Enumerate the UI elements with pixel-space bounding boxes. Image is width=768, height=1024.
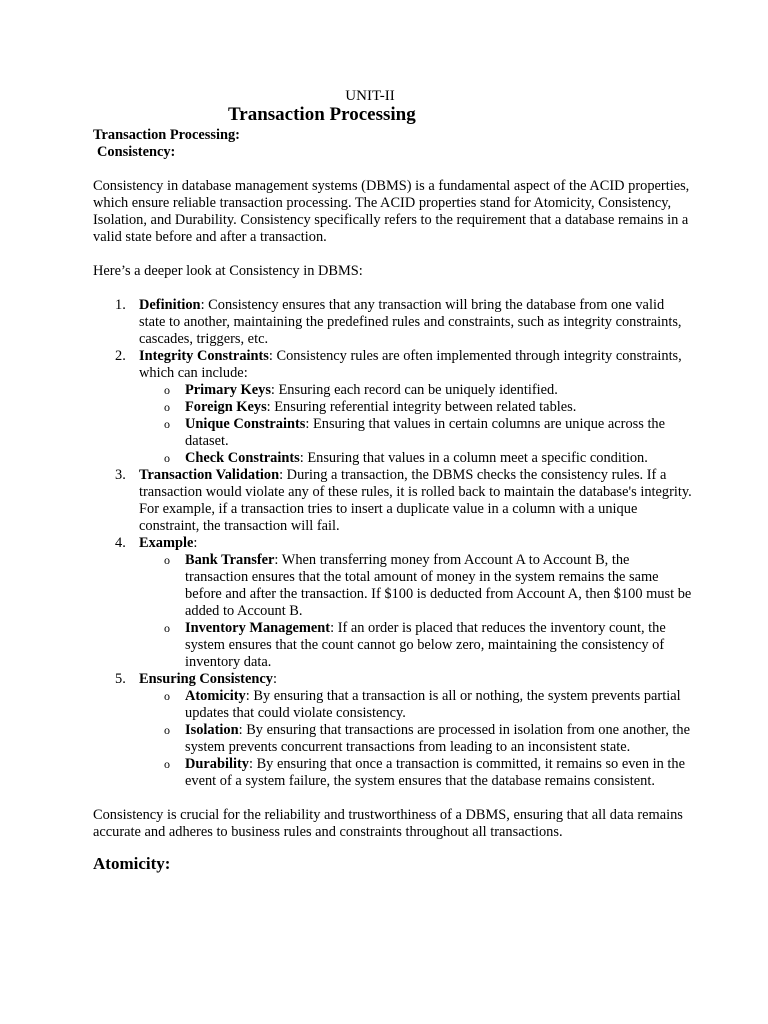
closing-paragraph: Consistency is crucial for the reliability and trustworthiness of a DBMS, ensuring that all data remains accurate and adheres to business rules and constraints throughout all transactions.	[93, 807, 683, 840]
bullet-icon: o	[164, 757, 170, 771]
sub-item-text: : By ensuring that transactions are processed in isolation from one another, the system prevents concurrent transactions from leading to an inconsistent state.	[185, 722, 691, 755]
list-item-transaction-validation	[93, 467, 693, 535]
list-item-text: :	[193, 535, 198, 551]
sub-item-text: : Ensuring that values in certain columns are unique across the dataset.	[185, 416, 666, 449]
sub-item-term: Durability	[185, 756, 249, 772]
sub-item-term: Check Constraints	[185, 450, 300, 466]
sub-list	[139, 552, 693, 671]
sub-item-inventory-management	[139, 620, 693, 671]
sub-item-primary-keys	[139, 382, 693, 399]
list-item-term: Definition	[139, 297, 201, 313]
sub-item-foreign-keys	[139, 399, 693, 416]
sub-item-text: : By ensuring that a transaction is all or nothing, the system prevents partial updates that could violate consistency.	[185, 688, 681, 721]
sub-item-check-constraints	[139, 450, 693, 467]
lead-in-paragraph: Here’s a deeper look at Consistency in DBMS:	[93, 263, 363, 279]
section-heading: Transaction Processing:	[93, 127, 240, 143]
bullet-icon: o	[164, 383, 170, 397]
sub-item-unique-constraints	[139, 416, 693, 450]
list-item-text: : Consistency rules are often implemented through integrity constraints, which can include:	[139, 348, 682, 381]
sub-item-term: Inventory Management	[185, 620, 331, 636]
list-item-text: : Consistency ensures that any transaction will bring the database from one valid state to another, maintaining the predefined rules and constraints, such as integrity constraints, cascades, triggers, etc.	[139, 297, 682, 347]
document-title: Transaction Processing	[228, 104, 416, 125]
list-item-text: :	[272, 671, 277, 687]
list-item-definition	[93, 297, 693, 348]
list-item-term: Transaction Validation	[139, 467, 280, 483]
sub-item-atomicity	[139, 688, 693, 722]
sub-item-text: : By ensuring that once a transaction is committed, it remains so even in the event of a system failure, the system ensures that the database remains consistent.	[185, 756, 685, 789]
sub-item-term: Primary Keys	[185, 382, 271, 398]
sub-item-term: Unique Constraints	[185, 416, 306, 432]
subsection-heading: Consistency:	[97, 144, 176, 160]
list-item-example	[93, 535, 693, 671]
bullet-icon: o	[164, 621, 170, 635]
list-number: 3.	[115, 467, 126, 483]
sub-item-text: : Ensuring that values in a column meet a specific condition.	[299, 450, 648, 466]
list-item-text: : During a transaction, the DBMS checks the consistency rules. If a transaction would violate any of these rules, it is rolled back to maintain the database's integrity. For example, if a transaction tries to insert a duplicate value in a column with a unique constraint, the transaction will fail.	[139, 467, 692, 534]
sub-item-text: : Ensuring referential integrity between related tables.	[266, 399, 577, 415]
bullet-icon: o	[164, 553, 170, 567]
bullet-icon: o	[164, 417, 170, 431]
list-number: 5.	[115, 671, 126, 687]
sub-item-term: Bank Transfer	[185, 552, 275, 568]
list-item-ensuring-consistency	[93, 671, 693, 790]
sub-item-text: : If an order is placed that reduces the inventory count, the system ensures that the count cannot go below zero, maintaining the consistency of inventory data.	[185, 620, 666, 670]
sub-item-isolation	[139, 722, 693, 756]
consistency-list	[93, 297, 693, 790]
sub-item-text: : When transferring money from Account A to Account B, the transaction ensures that the total amount of money in the system remains the same before and after the transaction. If $100 is deducted from Account A, then $100 must be added to Account B.	[185, 552, 692, 619]
list-number: 4.	[115, 535, 126, 551]
next-section-heading: Atomicity:	[93, 854, 171, 873]
sub-list	[139, 688, 693, 790]
sub-item-durability	[139, 756, 693, 790]
list-item-term: Ensuring Consistency	[139, 671, 273, 687]
bullet-icon: o	[164, 723, 170, 737]
sub-item-term: Atomicity	[185, 688, 246, 704]
bullet-icon: o	[164, 451, 170, 465]
sub-item-text: : Ensuring each record can be uniquely identified.	[270, 382, 558, 398]
list-item-term: Integrity Constraints	[139, 348, 269, 364]
sub-item-term: Foreign Keys	[185, 399, 267, 415]
unit-label: UNIT-II	[345, 88, 395, 104]
sub-item-bank-transfer	[139, 552, 693, 620]
intro-paragraph: Consistency in database management systems (DBMS) is a fundamental aspect of the ACID properties, which ensure reliable transaction processing. The ACID properties stand for Atomicity, Consistency, Isolation, and Durability. Consistency specifically refers to the requirement that a database remains in a valid state before and after a transaction.	[93, 178, 690, 245]
document-body	[93, 127, 693, 872]
bullet-icon: o	[164, 400, 170, 414]
list-number: 1.	[115, 297, 126, 313]
list-item-integrity-constraints	[93, 348, 693, 467]
list-item-term: Example	[139, 535, 194, 551]
sub-item-term: Isolation	[185, 722, 239, 738]
sub-list	[139, 382, 693, 467]
bullet-icon: o	[164, 689, 170, 703]
list-number: 2.	[115, 348, 126, 364]
